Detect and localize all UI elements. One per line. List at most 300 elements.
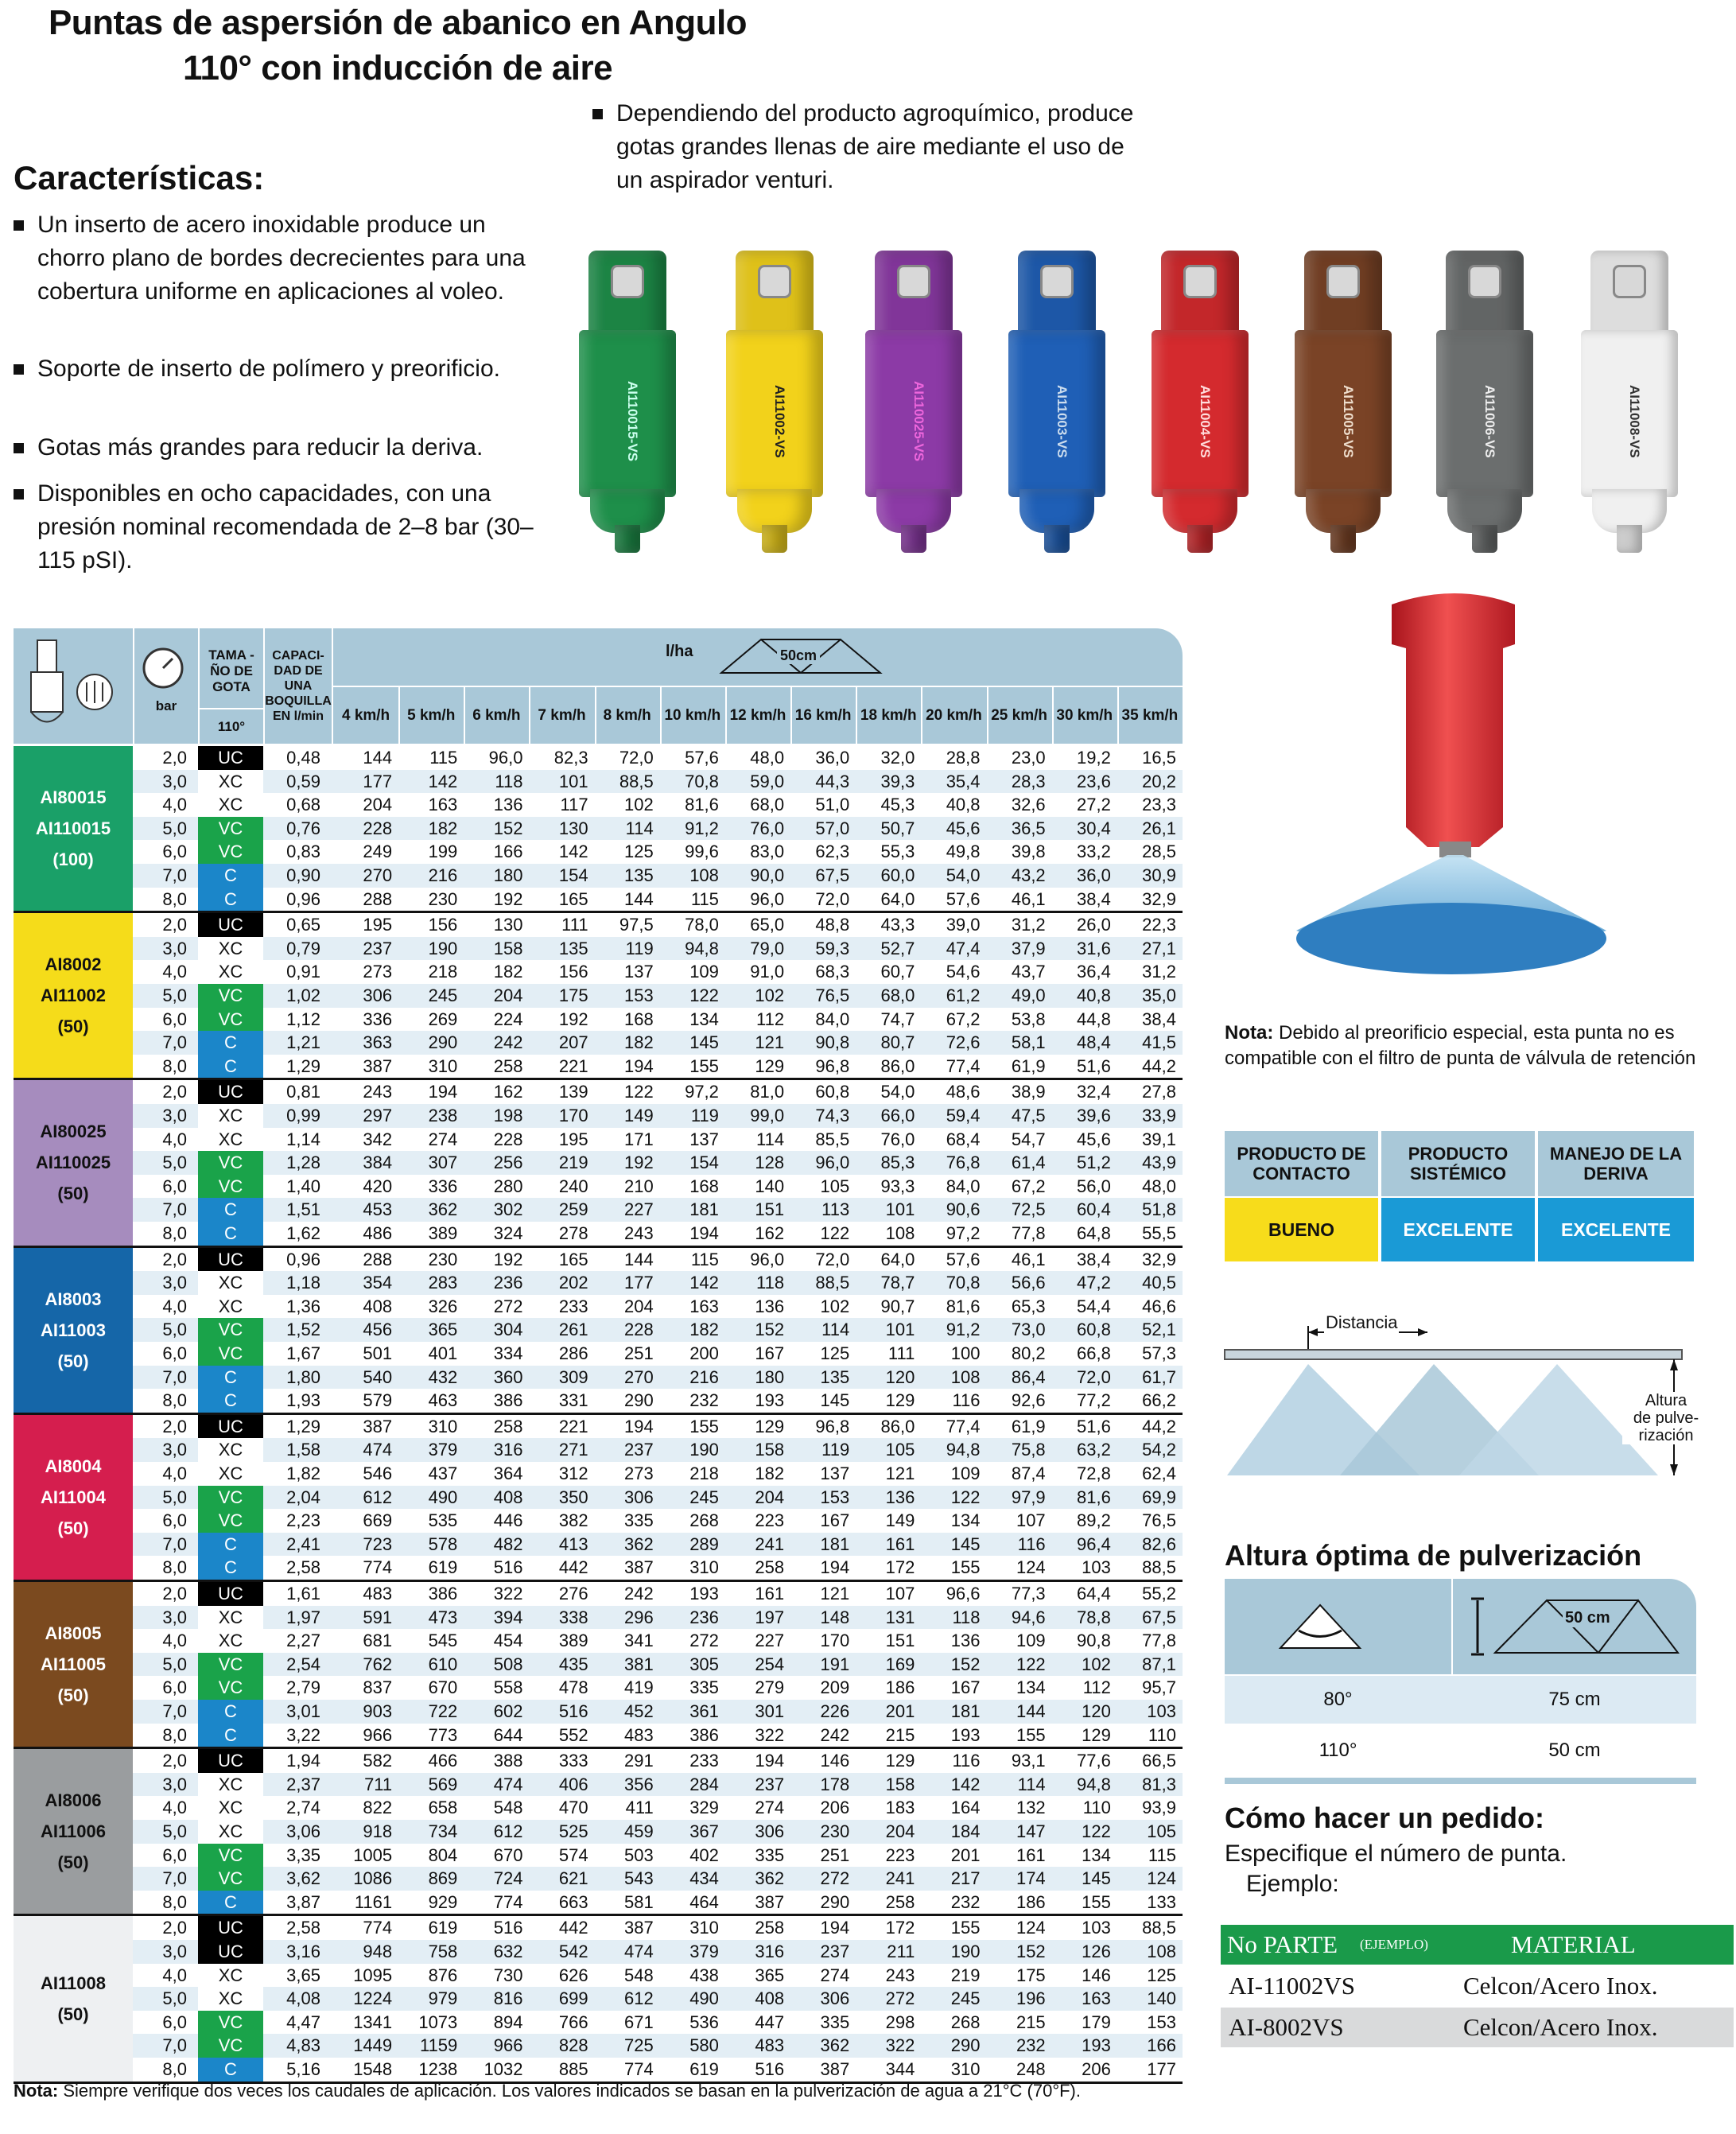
application-rate-cell: 619 xyxy=(428,1918,458,1938)
application-rate-cell: 198 xyxy=(493,1105,523,1125)
application-rate-cell: 543 xyxy=(624,1868,654,1889)
pressure-cell: 4,0 xyxy=(162,1129,187,1149)
application-rate-cell: 31,2 xyxy=(1142,962,1176,982)
application-rate-cell: 167 xyxy=(820,1510,850,1531)
application-rate-cell: 452 xyxy=(624,1701,654,1721)
table-row xyxy=(133,913,1183,937)
application-rate-cell: 190 xyxy=(428,938,458,958)
application-rate-cell: 96,8 xyxy=(815,1416,850,1436)
application-rate-cell: 111 xyxy=(561,915,588,935)
application-rate-cell: 61,4 xyxy=(1011,1153,1046,1173)
application-rate-cell: 276 xyxy=(558,1584,588,1603)
application-rate-cell: 322 xyxy=(755,1724,785,1745)
application-rate-cell: 582 xyxy=(363,1751,393,1771)
application-rate-cell: 237 xyxy=(755,1774,785,1794)
application-rate-cell: 103 xyxy=(1082,1918,1111,1938)
table-row xyxy=(133,1198,1183,1222)
feature-item xyxy=(14,208,554,309)
application-rate-cell: 206 xyxy=(820,1798,850,1818)
drop-size-cell: UC xyxy=(198,1940,263,1964)
application-rate-cell: 28,3 xyxy=(1011,771,1046,791)
application-rate-cell: 136 xyxy=(885,1487,915,1507)
application-rate-cell: 46,6 xyxy=(1142,1296,1176,1316)
application-rate-cell: 99,6 xyxy=(685,842,719,862)
application-rate-cell: 1161 xyxy=(354,1891,393,1912)
application-rate-cell: 194 xyxy=(689,1222,719,1243)
drop-size-cell: UC xyxy=(198,1415,263,1439)
application-rate-cell: 966 xyxy=(493,2035,523,2056)
application-rate-cell: 33,9 xyxy=(1142,1105,1176,1125)
application-rate-cell: 929 xyxy=(428,1891,458,1912)
application-rate-cell: 190 xyxy=(689,1440,719,1460)
order-col-part: No PARTE xyxy=(1227,1930,1338,1958)
application-rate-cell: 197 xyxy=(755,1607,785,1627)
application-rate-cell: 27,2 xyxy=(1077,795,1111,815)
application-rate-cell: 432 xyxy=(428,1366,458,1387)
application-rate-cell: 482 xyxy=(493,1533,523,1554)
drop-size-cell: XC xyxy=(198,1104,263,1128)
bullet-square xyxy=(14,220,24,231)
drop-size-cell: UC xyxy=(198,1080,263,1104)
application-rate-cell: 129 xyxy=(755,1416,785,1436)
application-rate-cell: 93,1 xyxy=(1011,1751,1046,1771)
application-rate-cell: 36,0 xyxy=(1077,865,1111,885)
application-rate-cell: 274 xyxy=(755,1798,785,1818)
capacity-cell: 2,27 xyxy=(286,1631,320,1651)
application-rate-cell: 158 xyxy=(755,1440,785,1460)
pressure-cell: 3,0 xyxy=(162,938,187,958)
application-rate-cell: 291 xyxy=(624,1751,654,1771)
application-rate-cell: 48,8 xyxy=(815,915,850,935)
application-rate-cell: 758 xyxy=(428,1941,458,1961)
height-row-80 xyxy=(1225,1676,1696,1724)
header-capacity: CAPACI- DAD DE UNA BOQUILLA EN l/min xyxy=(265,649,332,723)
table-row xyxy=(133,1486,1183,1510)
application-rate-cell: 155 xyxy=(950,1918,981,1938)
application-rate-cell: 167 xyxy=(950,1677,981,1698)
application-rate-cell: 66,2 xyxy=(1142,1390,1176,1411)
application-rate-cell: 242 xyxy=(493,1032,523,1053)
application-rate-cell: 87,1 xyxy=(1142,1654,1176,1674)
application-rate-cell: 119 xyxy=(625,938,654,958)
nozzle-orifice xyxy=(1040,265,1074,298)
application-rate-cell: 307 xyxy=(428,1153,458,1173)
pressure-cell: 2,0 xyxy=(162,1751,187,1771)
table-row xyxy=(133,1820,1183,1844)
application-rate-cell: 183 xyxy=(885,1798,915,1818)
capacity-cell: 3,35 xyxy=(286,1844,320,1865)
application-rate-cell: 302 xyxy=(493,1199,523,1220)
application-rate-cell: 54,0 xyxy=(880,1082,915,1102)
application-rate-cell: 192 xyxy=(558,1009,588,1029)
application-rate-cell: 178 xyxy=(820,1774,850,1794)
capacity-cell: 0,65 xyxy=(286,915,320,935)
application-rate-cell: 367 xyxy=(689,1821,719,1841)
application-rate-cell: 64,8 xyxy=(1077,1222,1111,1243)
application-rate-cell: 72,0 xyxy=(815,888,850,909)
application-rate-cell: 194 xyxy=(624,1055,654,1076)
application-rate-cell: 48,0 xyxy=(1142,1176,1176,1196)
table-row xyxy=(133,1104,1183,1128)
application-rate-cell: 711 xyxy=(364,1774,393,1794)
application-rate-cell: 113 xyxy=(821,1199,850,1220)
application-rate-cell: 361 xyxy=(689,1701,719,1721)
drop-size-cell: XC xyxy=(198,1438,263,1462)
application-rate-cell: 387 xyxy=(624,1918,654,1938)
drop-size-cell: VC xyxy=(198,840,263,864)
application-rate-cell: 86,0 xyxy=(880,1416,915,1436)
application-rate-cell: 232 xyxy=(689,1390,719,1411)
drop-size-cell: VC xyxy=(198,1676,263,1700)
pressure-cell: 6,0 xyxy=(162,1009,187,1029)
application-rate-cell: 204 xyxy=(885,1821,915,1841)
speed-header: 30 km/h xyxy=(1056,706,1113,724)
application-rate-cell: 335 xyxy=(689,1677,719,1698)
application-rate-cell: 155 xyxy=(1016,1724,1046,1745)
application-rate-cell: 258 xyxy=(885,1891,915,1912)
application-rate-cell: 105 xyxy=(820,1176,850,1196)
application-rate-cell: 57,3 xyxy=(1142,1343,1176,1363)
application-rate-cell: 290 xyxy=(820,1891,850,1912)
pressure-cell: 7,0 xyxy=(162,865,187,885)
application-rate-cell: 64,4 xyxy=(1077,1584,1111,1603)
application-rate-cell: 144 xyxy=(363,748,393,768)
application-rate-cell: 58,1 xyxy=(1011,1032,1046,1053)
application-rate-cell: 47,5 xyxy=(1011,1105,1046,1125)
capacity-cell: 0,68 xyxy=(286,795,320,815)
application-rate-cell: 165 xyxy=(558,888,588,909)
application-rate-cell: 105 xyxy=(1147,1821,1176,1841)
application-rate-cell: 272 xyxy=(885,1988,915,2009)
application-rate-cell: 146 xyxy=(820,1751,850,1771)
application-rate-cell: 77,4 xyxy=(946,1416,981,1436)
application-rate-cell: 182 xyxy=(755,1463,785,1483)
application-rate-cell: 312 xyxy=(558,1463,588,1483)
application-rate-cell: 28,5 xyxy=(1142,842,1176,862)
application-rate-cell: 22,3 xyxy=(1142,915,1176,935)
application-rate-cell: 132 xyxy=(1016,1798,1046,1818)
application-rate-cell: 363 xyxy=(363,1032,393,1053)
order-col-material: MATERIAL xyxy=(1511,1930,1636,1958)
application-rate-cell: 47,2 xyxy=(1077,1273,1111,1293)
application-rate-cell: 454 xyxy=(493,1631,523,1651)
drop-size-cell: XC xyxy=(198,1606,263,1630)
application-rate-cell: 136 xyxy=(755,1296,785,1316)
application-rate-cell: 119 xyxy=(821,1440,850,1460)
application-rate-cell: 670 xyxy=(428,1677,458,1698)
application-rate-cell: 77,3 xyxy=(1011,1584,1046,1603)
application-rate-cell: 273 xyxy=(363,962,393,982)
application-rate-cell: 207 xyxy=(558,1032,588,1053)
capacity-cell: 1,40 xyxy=(286,1176,320,1196)
application-rate-cell: 82,6 xyxy=(1142,1533,1176,1554)
application-rate-cell: 420 xyxy=(363,1176,393,1196)
application-rate-cell: 224 xyxy=(493,1009,523,1029)
application-rate-cell: 612 xyxy=(363,1487,393,1507)
nozzle-group xyxy=(14,913,1183,1080)
application-rate-cell: 145 xyxy=(950,1533,981,1554)
application-rate-cell: 107 xyxy=(1016,1510,1046,1531)
application-rate-cell: 195 xyxy=(558,1129,588,1149)
application-rate-cell: 289 xyxy=(689,1533,719,1554)
application-rate-cell: 56,0 xyxy=(1077,1176,1111,1196)
application-rate-cell: 411 xyxy=(625,1798,654,1818)
application-rate-cell: 237 xyxy=(363,938,393,958)
header-divider xyxy=(529,686,530,744)
application-rate-cell: 97,5 xyxy=(619,915,654,935)
application-rate-cell: 336 xyxy=(363,1009,393,1029)
flow-rate-table xyxy=(14,628,1183,2079)
header-bar: bar xyxy=(155,698,177,713)
pressure-cell: 2,0 xyxy=(162,1416,187,1436)
speed-header: 10 km/h xyxy=(664,706,721,724)
application-rate-cell: 542 xyxy=(558,1941,588,1961)
application-rate-cell: 516 xyxy=(558,1701,588,1721)
application-rate-cell: 242 xyxy=(820,1724,850,1745)
application-rate-cell: 341 xyxy=(624,1631,654,1651)
capacity-cell: 0,48 xyxy=(286,748,320,768)
application-rate-cell: 153 xyxy=(820,1487,850,1507)
application-rate-cell: 135 xyxy=(624,865,654,885)
drop-size-cell: VC xyxy=(198,1151,263,1175)
application-rate-cell: 91,2 xyxy=(946,1320,981,1340)
application-rate-cell: 215 xyxy=(885,1724,915,1745)
application-rate-cell: 306 xyxy=(363,985,393,1005)
application-rate-cell: 413 xyxy=(558,1533,588,1554)
capacity-cell: 0,90 xyxy=(286,865,320,885)
application-rate-cell: 402 xyxy=(689,1844,719,1865)
application-rate-cell: 81,0 xyxy=(750,1082,785,1102)
drop-size-cell: XC xyxy=(198,1796,263,1820)
application-rate-cell: 408 xyxy=(363,1296,393,1316)
application-rate-cell: 81,6 xyxy=(685,795,719,815)
application-rate-cell: 258 xyxy=(493,1416,523,1436)
pressure-cell: 3,0 xyxy=(162,1105,187,1125)
application-rate-cell: 273 xyxy=(624,1463,654,1483)
table-row xyxy=(133,1295,1183,1319)
nozzle-model-label: AI11006-VS xyxy=(1482,385,1497,458)
application-rate-cell: 725 xyxy=(624,2035,654,2056)
pressure-cell: 2,0 xyxy=(162,915,187,935)
application-rate-cell: 387 xyxy=(624,1557,654,1578)
application-rate-cell: 28,8 xyxy=(946,748,981,768)
capacity-cell: 1,29 xyxy=(286,1416,320,1436)
nozzle-group xyxy=(14,1916,1183,2083)
application-rate-cell: 68,3 xyxy=(815,962,850,982)
application-rate-cell: 101 xyxy=(885,1199,915,1220)
table-row xyxy=(133,1248,1183,1272)
application-rate-cell: 32,6 xyxy=(1011,795,1046,815)
application-rate-cell: 27,8 xyxy=(1142,1082,1176,1102)
application-rate-cell: 774 xyxy=(624,2058,654,2079)
application-rate-cell: 103 xyxy=(1147,1701,1176,1721)
application-rate-cell: 51,6 xyxy=(1077,1416,1111,1436)
drop-size-cell: C xyxy=(198,1198,263,1222)
application-rate-cell: 536 xyxy=(689,2012,719,2032)
application-rate-cell: 237 xyxy=(820,1941,850,1961)
application-rate-cell: 179 xyxy=(1082,2012,1111,2032)
drop-size-cell: VC xyxy=(198,1318,263,1342)
table-row xyxy=(133,937,1183,961)
table-row xyxy=(133,1342,1183,1366)
nozzle-group xyxy=(14,1248,1183,1415)
drop-size-cell: XC xyxy=(198,1987,263,2011)
application-rate-cell: 140 xyxy=(755,1176,785,1196)
perf-value-systemic: EXCELENTE xyxy=(1381,1198,1535,1261)
application-rate-cell: 453 xyxy=(363,1199,393,1220)
pressure-cell: 2,0 xyxy=(162,1249,187,1269)
capacity-cell: 3,06 xyxy=(286,1821,320,1841)
application-rate-cell: 142 xyxy=(950,1774,981,1794)
capacity-cell: 1,93 xyxy=(286,1390,320,1411)
spray-drops xyxy=(1296,903,1606,974)
application-rate-cell: 57,0 xyxy=(815,818,850,838)
application-rate-cell: 66,5 xyxy=(1142,1751,1176,1771)
table-row xyxy=(133,770,1183,794)
application-rate-cell: 310 xyxy=(428,1055,458,1076)
application-rate-cell: 122 xyxy=(624,1082,654,1102)
application-rate-cell: 134 xyxy=(689,1009,719,1029)
application-rate-cell: 724 xyxy=(493,1868,523,1889)
application-rate-cell: 310 xyxy=(689,1557,719,1578)
nozzle-product-image xyxy=(865,251,962,553)
application-rate-cell: 270 xyxy=(624,1366,654,1387)
nozzle-model: (50) xyxy=(57,2004,89,2024)
application-rate-cell: 57,6 xyxy=(946,1249,981,1269)
application-rate-cell: 177 xyxy=(363,771,393,791)
application-rate-cell: 155 xyxy=(950,1557,981,1578)
application-rate-cell: 96,6 xyxy=(946,1584,981,1603)
application-rate-cell: 474 xyxy=(624,1941,654,1961)
application-rate-cell: 94,6 xyxy=(1011,1607,1046,1627)
application-rate-cell: 774 xyxy=(363,1918,393,1938)
application-rate-cell: 581 xyxy=(624,1891,654,1912)
nozzle-model-label: AI110015-VS xyxy=(625,381,640,462)
application-rate-cell: 108 xyxy=(1147,1941,1176,1961)
application-rate-cell: 54,4 xyxy=(1077,1296,1111,1316)
pressure-cell: 4,0 xyxy=(162,1296,187,1316)
application-rate-cell: 869 xyxy=(428,1868,458,1889)
application-rate-cell: 136 xyxy=(950,1631,981,1651)
application-rate-cell: 386 xyxy=(689,1724,719,1745)
table-row xyxy=(133,1533,1183,1557)
application-rate-cell: 1073 xyxy=(418,2012,458,2032)
application-rate-cell: 288 xyxy=(363,1249,393,1269)
application-rate-cell: 548 xyxy=(493,1798,523,1818)
application-rate-cell: 32,0 xyxy=(880,748,915,768)
compat-note xyxy=(1225,1020,1718,1071)
application-rate-cell: 77,2 xyxy=(1077,1390,1111,1411)
nozzle-model-label: AI110025-VS xyxy=(911,381,926,462)
nozzle-model: AI11008 xyxy=(41,1973,106,1993)
height-row-110 xyxy=(1225,1726,1696,1775)
application-rate-cell: 97,2 xyxy=(946,1222,981,1243)
application-rate-cell: 612 xyxy=(624,1988,654,2009)
application-rate-cell: 486 xyxy=(363,1222,393,1243)
drop-size-cell: VC xyxy=(198,817,263,841)
application-rate-cell: 580 xyxy=(689,2035,719,2056)
application-rate-cell: 192 xyxy=(624,1153,654,1173)
application-rate-cell: 272 xyxy=(493,1296,523,1316)
order-heading: Cómo hacer un pedido: xyxy=(1225,1802,1545,1834)
drop-size-cell: XC xyxy=(198,937,263,961)
application-rate-cell: 59,3 xyxy=(815,938,850,958)
capacity-cell: 4,08 xyxy=(286,1988,320,2009)
drop-size-cell: C xyxy=(198,1055,263,1079)
application-rate-cell: 115 xyxy=(429,748,458,768)
application-rate-cell: 32,9 xyxy=(1142,1249,1176,1269)
application-rate-cell: 51,0 xyxy=(815,795,850,815)
application-rate-cell: 434 xyxy=(689,1868,719,1889)
application-rate-cell: 158 xyxy=(493,938,523,958)
pressure-cell: 4,0 xyxy=(162,1798,187,1818)
application-rate-cell: 124 xyxy=(1016,1918,1046,1938)
pressure-cell: 3,0 xyxy=(162,1774,187,1794)
application-rate-cell: 215 xyxy=(1016,2012,1046,2032)
application-rate-cell: 125 xyxy=(820,1343,850,1363)
application-rate-cell: 221 xyxy=(558,1055,588,1076)
application-rate-cell: 55,2 xyxy=(1142,1584,1176,1603)
capacity-cell: 3,87 xyxy=(286,1891,320,1912)
application-rate-cell: 209 xyxy=(820,1677,850,1698)
diagram-height-line: rización xyxy=(1638,1427,1694,1444)
drop-size-cell: C xyxy=(198,1366,263,1390)
application-rate-cell: 194 xyxy=(820,1557,850,1578)
capacity-cell: 3,62 xyxy=(286,1868,320,1889)
drop-size-cell: XC xyxy=(198,1128,263,1152)
application-rate-cell: 61,2 xyxy=(946,985,981,1005)
application-rate-cell: 309 xyxy=(558,1366,588,1387)
application-rate-cell: 44,2 xyxy=(1142,1416,1176,1436)
application-rate-cell: 730 xyxy=(493,1965,523,1985)
application-rate-cell: 43,7 xyxy=(1011,962,1046,982)
diagram-height-line: Altura xyxy=(1645,1392,1687,1409)
table-row xyxy=(133,840,1183,864)
application-rate-cell: 124 xyxy=(1147,1868,1176,1889)
application-rate-cell: 344 xyxy=(885,2058,915,2079)
application-rate-cell: 447 xyxy=(755,2012,785,2032)
drop-size-cell: C xyxy=(198,1533,263,1557)
application-rate-cell: 243 xyxy=(363,1082,393,1102)
nozzle-model: (50) xyxy=(57,1351,89,1371)
nozzle-model: (50) xyxy=(57,1184,89,1204)
application-rate-cell: 483 xyxy=(755,2035,785,2056)
application-rate-cell: 108 xyxy=(950,1366,981,1387)
application-rate-cell: 44,2 xyxy=(1142,1055,1176,1076)
capacity-cell: 0,81 xyxy=(286,1082,320,1102)
application-rate-cell: 241 xyxy=(755,1533,785,1554)
application-rate-cell: 102 xyxy=(755,985,785,1005)
order-material: Celcon/Acero Inox. xyxy=(1463,1972,1658,2000)
application-rate-cell: 109 xyxy=(689,962,719,982)
capacity-cell: 1,67 xyxy=(286,1343,320,1363)
feature-top-text: Dependiendo del producto agroquímico, produce gotas grandes llenas de aire mediante el uso de un aspirador venturi. xyxy=(616,100,1134,193)
capacity-cell: 1,14 xyxy=(286,1129,320,1149)
header-lha: l/ha xyxy=(666,643,693,660)
application-rate-cell: 204 xyxy=(363,795,393,815)
application-rate-cell: 68,0 xyxy=(880,985,915,1005)
application-rate-cell: 251 xyxy=(624,1343,654,1363)
pressure-cell: 4,0 xyxy=(162,1463,187,1483)
application-rate-cell: 483 xyxy=(363,1584,393,1603)
application-rate-cell: 191 xyxy=(820,1654,850,1674)
drop-size-cell: VC xyxy=(198,1342,263,1366)
bullet-square xyxy=(14,443,24,453)
application-rate-cell: 290 xyxy=(950,2035,981,2056)
application-rate-cell: 306 xyxy=(755,1821,785,1841)
application-rate-cell: 248 xyxy=(1016,2058,1046,2079)
application-rate-cell: 310 xyxy=(950,2058,981,2079)
